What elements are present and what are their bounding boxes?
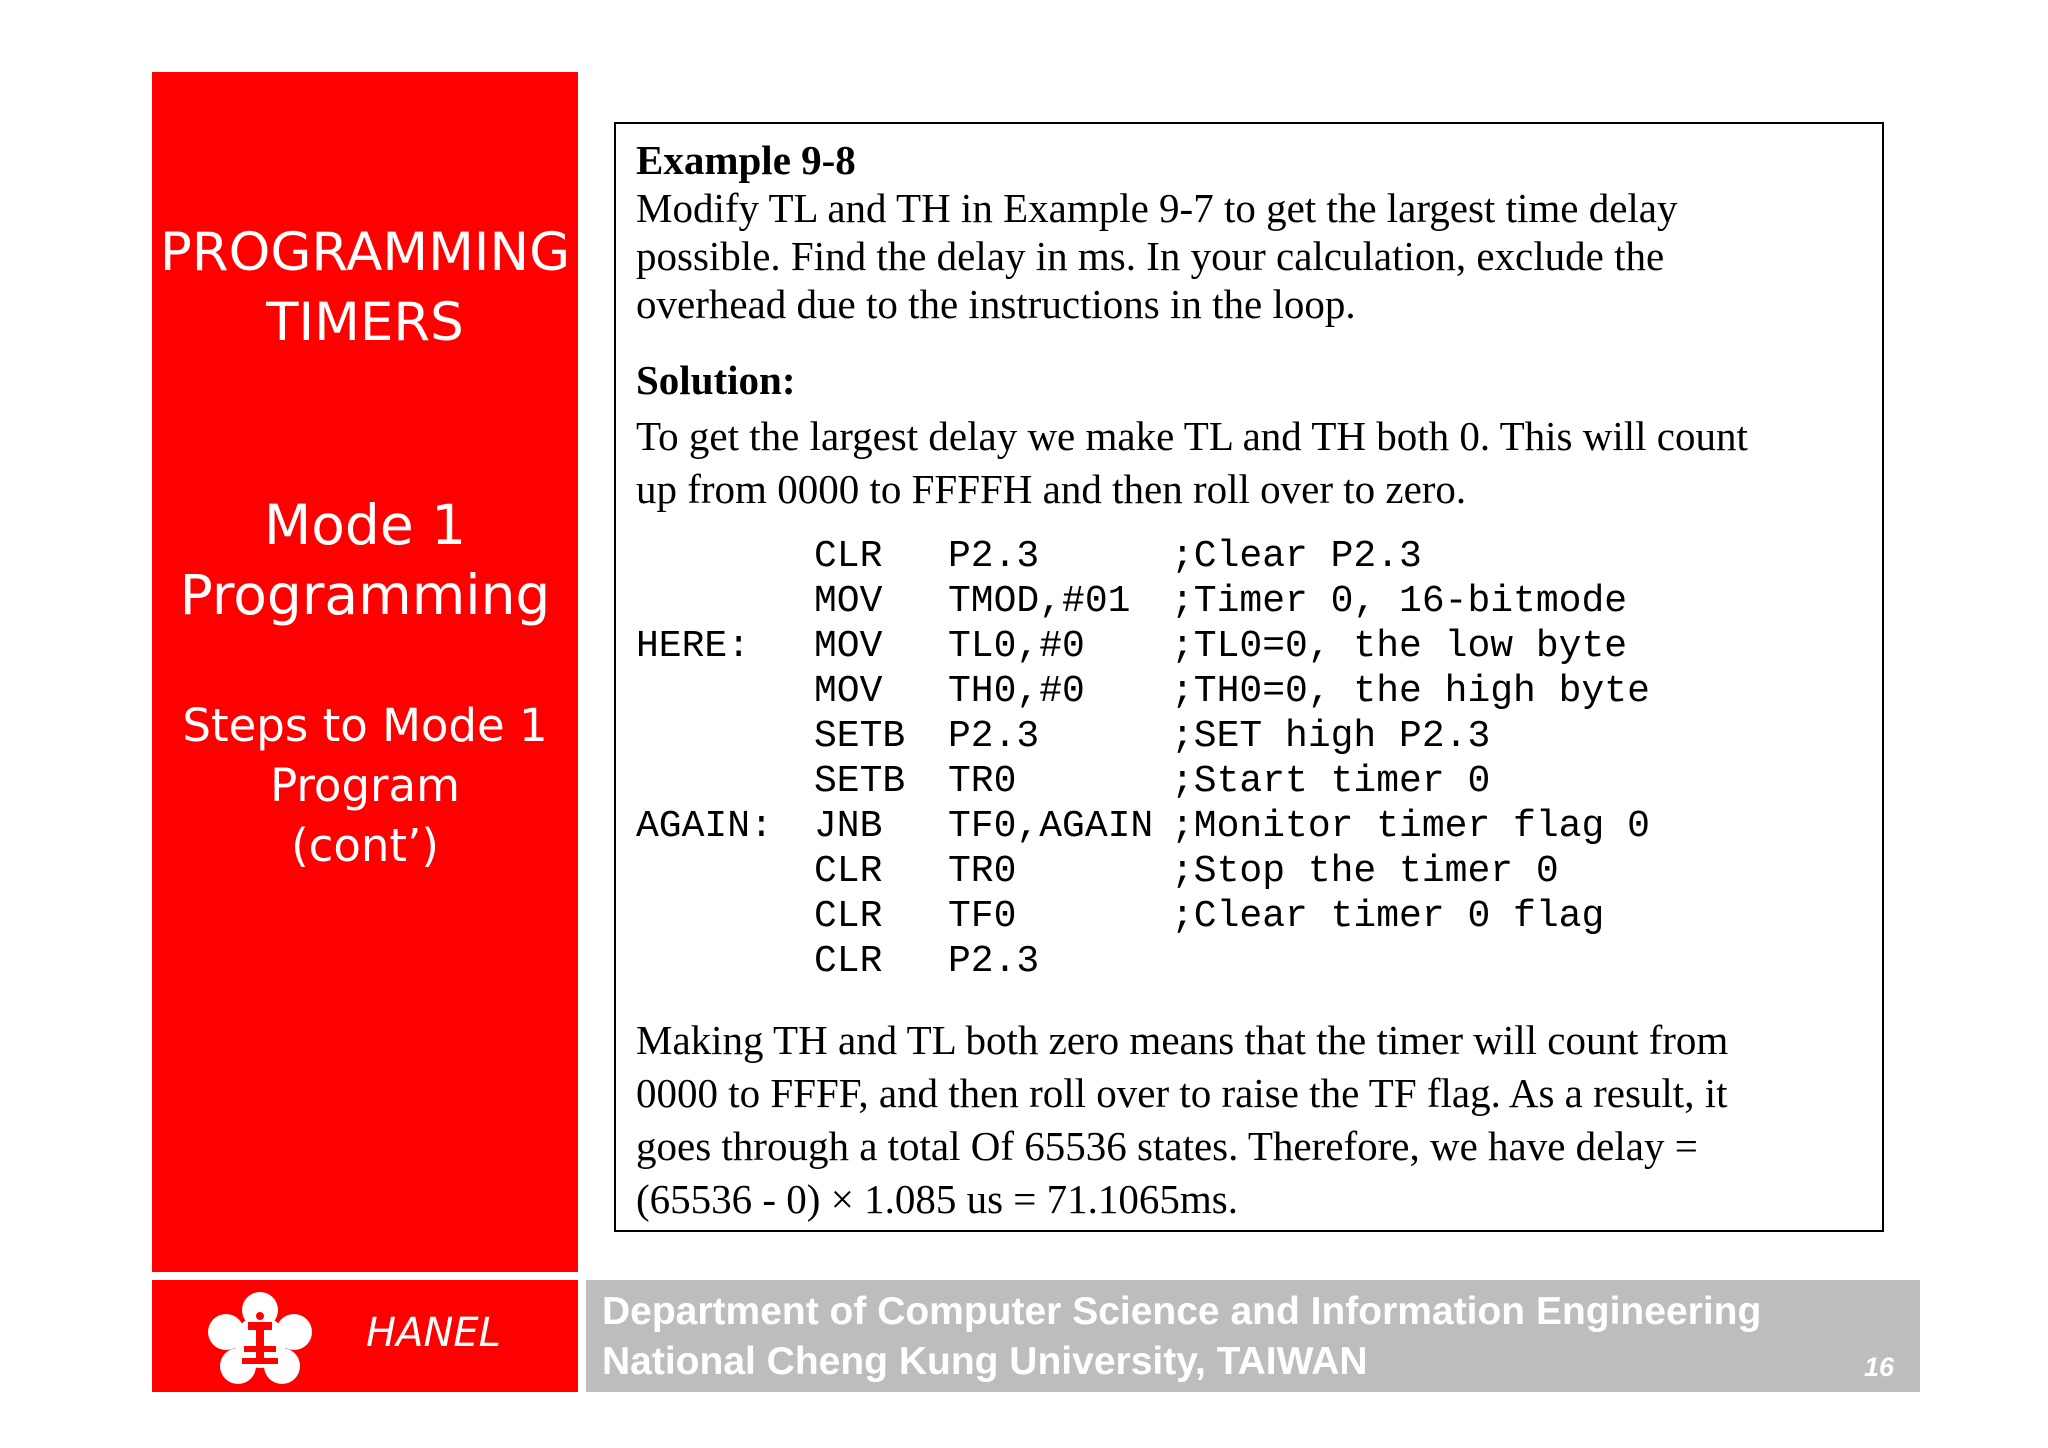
conclusion-text bbox=[636, 1014, 1728, 1226]
department-name: Department of Computer Science and Information Engineering bbox=[602, 1290, 1762, 1333]
university-name: National Cheng Kung University, TAIWAN bbox=[602, 1340, 1368, 1383]
problem-line: Modify TL and TH in Example 9-7 to get the largest time delay bbox=[636, 185, 1678, 231]
code-opcode: SETB bbox=[814, 715, 906, 758]
section-heading-line: PROGRAMMING bbox=[159, 222, 571, 283]
solution-line: up from 0000 to FFFFH and then roll over to zero. bbox=[636, 466, 1467, 512]
code-comment: ;Timer 0, 16-bitmode bbox=[1171, 580, 1628, 623]
code-line bbox=[636, 849, 1650, 894]
conclusion-line: goes through a total Of 65536 states. Therefore, we have delay = bbox=[636, 1123, 1698, 1169]
code-comment: ;Stop the timer 0 bbox=[1171, 850, 1559, 893]
code-opcode: MOV bbox=[814, 580, 883, 623]
code-line bbox=[636, 759, 1650, 804]
conclusion-line: Making TH and TL both zero means that the timer will count from bbox=[636, 1017, 1729, 1063]
code-line bbox=[636, 714, 1650, 759]
code-comment: ;SET high P2.3 bbox=[1171, 715, 1491, 758]
problem-line: overhead due to the instructions in the loop. bbox=[636, 281, 1356, 327]
code-label: HERE: bbox=[636, 625, 751, 668]
code-line bbox=[636, 534, 1650, 579]
code-opcode: CLR bbox=[814, 940, 883, 983]
page-number: 16 bbox=[1863, 1352, 1894, 1382]
code-operand: TL0,#0 bbox=[948, 625, 1085, 668]
code-opcode: MOV bbox=[814, 670, 883, 713]
code-line bbox=[636, 939, 1650, 984]
ncku-flower-logo-icon bbox=[204, 1288, 316, 1388]
code-comment: ;Clear timer 0 flag bbox=[1171, 895, 1605, 938]
code-opcode: CLR bbox=[814, 895, 883, 938]
sidebar bbox=[152, 72, 578, 1272]
code-operand: TF0,AGAIN bbox=[948, 805, 1154, 848]
section-heading bbox=[152, 218, 578, 358]
problem-line: possible. Find the delay in ms. In your calculation, exclude the bbox=[636, 233, 1665, 279]
section-subheading-line: Mode 1 bbox=[263, 493, 467, 557]
code-opcode: JNB bbox=[814, 805, 883, 848]
author-name: HANEL bbox=[366, 1310, 501, 1356]
code-comment: ;Clear P2.3 bbox=[1171, 535, 1422, 578]
conclusion-line: (65536 - 0) × 1.085 us = 71.1065ms. bbox=[636, 1176, 1239, 1222]
section-steps-line: Program bbox=[270, 759, 460, 812]
solution-text bbox=[636, 410, 1748, 516]
code-operand: P2.3 bbox=[948, 715, 1040, 758]
solution-line: To get the largest delay we make TL and TH both 0. This will count bbox=[636, 413, 1748, 459]
section-steps bbox=[152, 696, 578, 876]
code-opcode: MOV bbox=[814, 625, 883, 668]
code-opcode: CLR bbox=[814, 535, 883, 578]
code-operand: P2.3 bbox=[948, 940, 1040, 983]
code-comment: ;Monitor timer flag 0 bbox=[1171, 805, 1650, 848]
section-subheading-line: Programming bbox=[179, 563, 551, 627]
code-opcode: CLR bbox=[814, 850, 883, 893]
section-steps-line: Steps to Mode 1 bbox=[182, 699, 548, 752]
footer-author-panel bbox=[152, 1280, 578, 1392]
example-title: Example 9-8 bbox=[636, 137, 856, 183]
solution-title: Solution: bbox=[636, 357, 796, 403]
section-steps-line: (cont’) bbox=[291, 819, 439, 872]
code-operand: TH0,#0 bbox=[948, 670, 1085, 713]
code-line bbox=[636, 669, 1650, 714]
code-opcode: SETB bbox=[814, 760, 906, 803]
example-box bbox=[614, 122, 1884, 1232]
code-comment: ;TH0=0, the high byte bbox=[1171, 670, 1650, 713]
conclusion-line: 0000 to FFFF, and then roll over to raise the TF flag. As a result, it bbox=[636, 1070, 1728, 1116]
code-operand: TR0 bbox=[948, 850, 1017, 893]
section-subheading bbox=[152, 490, 578, 630]
code-label: AGAIN: bbox=[636, 805, 773, 848]
footer-department-panel bbox=[586, 1280, 1920, 1392]
code-line bbox=[636, 579, 1650, 624]
code-line bbox=[636, 624, 1650, 669]
code-line bbox=[636, 894, 1650, 939]
code-operand: TR0 bbox=[948, 760, 1017, 803]
code-operand: TMOD,#01 bbox=[948, 580, 1131, 623]
problem-statement bbox=[636, 184, 1677, 328]
code-line bbox=[636, 804, 1650, 849]
assembly-code-listing bbox=[636, 534, 1650, 984]
section-heading-line: TIMERS bbox=[266, 292, 464, 353]
code-comment: ;Start timer 0 bbox=[1171, 760, 1491, 803]
code-operand: P2.3 bbox=[948, 535, 1040, 578]
code-operand: TF0 bbox=[948, 895, 1017, 938]
code-comment: ;TL0=0, the low byte bbox=[1171, 625, 1628, 668]
